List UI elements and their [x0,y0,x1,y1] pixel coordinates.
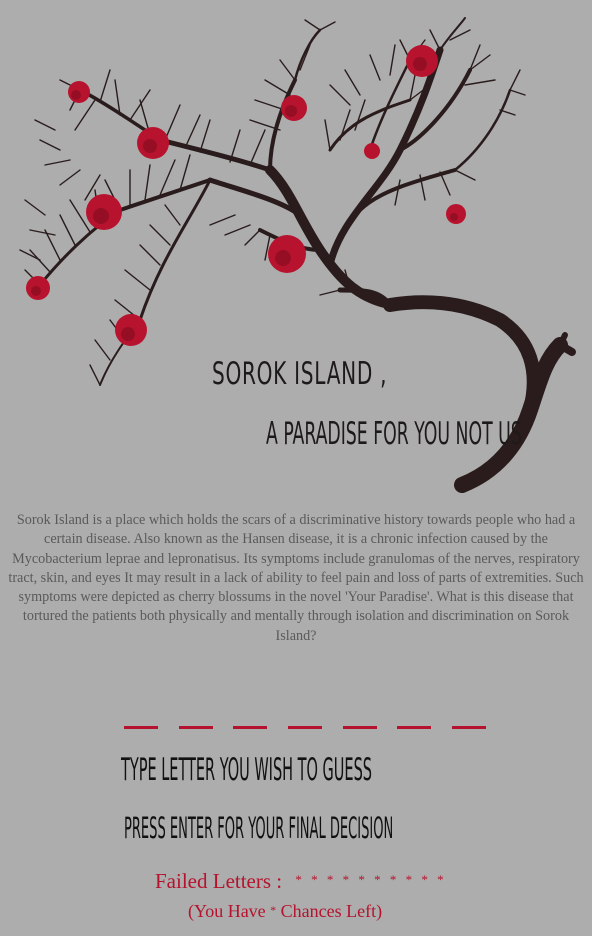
press-enter-instruction: PRESS ENTER FOR YOUR FINAL DECISION [124,811,394,845]
failed-letters-list: * * * * * * * * * * [295,872,447,887]
letter-slot [343,726,377,729]
letter-slot [233,726,267,729]
letter-slot [452,726,486,729]
chances-prefix: (You Have [188,901,271,921]
type-letter-instruction: TYPE LETTER YOU WISH TO GUESS [121,752,372,788]
page-title: SOROK ISLAND , [212,356,388,392]
chances-count: * [270,903,277,917]
letter-slot [397,726,431,729]
chances-suffix: Chances Left) [276,901,383,921]
failed-letters [155,869,447,894]
disease-description: Sorok Island is a place which holds the scars of a discriminative history towards people who had a certain disease. Also known as the Hansen disease, it is a chronic infection caused by the Mycobacterium leprae and lepronatisus. Its symptoms include granulomas of the nerves, respiratory tract, skin, and eyes It may result in a lack of ability to feel pain and loss of parts of extremities. Such symptoms were depicted as cherry blossums in the novel 'Your Paradise'. What is this disease that tortured the patients both physically and mentally through isolation and discrimination on Sorok Island? [8,512,584,644]
chances-left [188,901,382,922]
failed-letters-label: Failed Letters : [155,869,283,893]
page-subtitle: A PARADISE FOR YOU NOT US [266,416,522,452]
letter-slot [288,726,322,729]
word-blanks [124,726,486,732]
letter-slot [179,726,213,729]
letter-slot [124,726,158,729]
